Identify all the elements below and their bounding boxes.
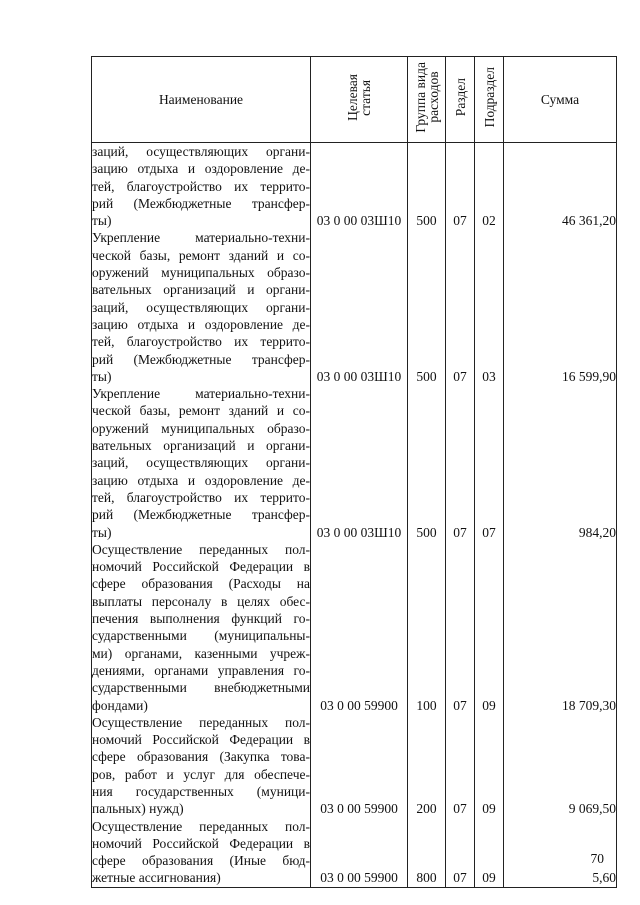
row-name-line: Осуществление переданных пол- bbox=[92, 818, 310, 834]
row-name-line: зацию отдыха и оздоровление де- bbox=[92, 316, 310, 332]
table-body bbox=[92, 143, 617, 888]
table-row bbox=[92, 229, 617, 385]
row-name-line: Укрепление материально-техни- bbox=[92, 230, 310, 246]
table-row bbox=[92, 385, 617, 541]
row-name-line: тей, благоустройство их террито- bbox=[92, 178, 310, 194]
table-row bbox=[92, 143, 617, 230]
row-expense-group: 200 bbox=[408, 714, 446, 818]
row-expense-group: 800 bbox=[408, 818, 446, 888]
row-name-line: жетные ассигнования) bbox=[92, 870, 221, 886]
row-name-line: ты) bbox=[92, 213, 112, 229]
row-name-line: сфере образования (Расходы на bbox=[92, 576, 310, 592]
row-name-line: вательных организаций и органи- bbox=[92, 282, 310, 298]
row-name-line: ров, работ и услуг для обеспече- bbox=[92, 766, 310, 782]
row-target-article: 03 0 00 59900 bbox=[311, 541, 408, 714]
row-section: 07 bbox=[446, 143, 475, 230]
row-section: 07 bbox=[446, 541, 475, 714]
row-expense-group: 100 bbox=[408, 541, 446, 714]
page-number: 70 bbox=[590, 851, 604, 866]
row-name-line: фондами) bbox=[92, 697, 148, 713]
header-expense-group-text: Группа вида расходов bbox=[412, 62, 441, 133]
row-subsection: 09 bbox=[475, 541, 504, 714]
row-name-line: ческой базы, ремонт зданий и со- bbox=[92, 247, 310, 263]
row-name-cell bbox=[92, 818, 311, 888]
row-target-article: 03 0 00 59900 bbox=[311, 714, 408, 818]
row-target-article: 03 0 00 03Ш10 bbox=[311, 143, 408, 230]
row-name-line: пальных) нужд) bbox=[92, 801, 184, 817]
row-target-article: 03 0 00 59900 bbox=[311, 818, 408, 888]
row-name-line: ты) bbox=[92, 524, 112, 540]
row-name-line: рий (Межбюджетные трансфер- bbox=[92, 507, 310, 523]
row-target-article: 03 0 00 03Ш10 bbox=[311, 385, 408, 541]
row-name-line: номочий Российской Федерации в bbox=[92, 559, 310, 575]
budget-table bbox=[91, 56, 617, 888]
header-subsection bbox=[475, 57, 504, 143]
row-name-line: Укрепление материально-техни- bbox=[92, 386, 310, 402]
row-section: 07 bbox=[446, 818, 475, 888]
row-name-line: ты) bbox=[92, 368, 112, 384]
header-section-text: Раздел bbox=[452, 78, 468, 117]
row-expense-group: 500 bbox=[408, 229, 446, 385]
row-name-line: печения выполнения функций го- bbox=[92, 611, 310, 627]
row-name-line: сударственными внебюджетными bbox=[92, 680, 310, 696]
row-section: 07 bbox=[446, 385, 475, 541]
row-name-line: рий (Межбюджетные трансфер- bbox=[92, 351, 310, 367]
row-subsection: 09 bbox=[475, 818, 504, 888]
row-name-line: оружений муниципальных образо- bbox=[92, 265, 310, 281]
row-name-line: выплаты персоналу в целях обес- bbox=[92, 593, 310, 609]
row-name-cell bbox=[92, 385, 311, 541]
table-header-row bbox=[92, 57, 617, 143]
row-name-cell bbox=[92, 229, 311, 385]
row-amount: 9 069,50 bbox=[504, 714, 617, 818]
row-name-line: ми) органами, казенными учреж- bbox=[92, 645, 310, 661]
row-name-cell bbox=[92, 714, 311, 818]
row-subsection: 09 bbox=[475, 714, 504, 818]
header-amount: Сумма bbox=[504, 57, 617, 143]
table-row bbox=[92, 714, 617, 818]
table-row bbox=[92, 818, 617, 888]
row-name-line: Осуществление переданных пол- bbox=[92, 541, 310, 557]
row-amount: 46 361,20 bbox=[504, 143, 617, 230]
table-row bbox=[92, 541, 617, 714]
row-name-line: заций, осуществляющих органи- bbox=[92, 299, 310, 315]
row-name-line: ния государственных (муници- bbox=[92, 783, 310, 799]
row-amount: 984,20 bbox=[504, 385, 617, 541]
row-amount: 16 599,90 bbox=[504, 229, 617, 385]
row-subsection: 07 bbox=[475, 385, 504, 541]
row-section: 07 bbox=[446, 714, 475, 818]
header-expense-group bbox=[408, 57, 446, 143]
header-name: Наименование bbox=[92, 57, 311, 143]
row-name-line: тей, благоустройство их террито- bbox=[92, 334, 310, 350]
row-name-line: номочий Российской Федерации в bbox=[92, 732, 310, 748]
row-expense-group: 500 bbox=[408, 143, 446, 230]
row-section: 07 bbox=[446, 229, 475, 385]
row-subsection: 03 bbox=[475, 229, 504, 385]
row-amount: 5,60 bbox=[504, 818, 617, 888]
row-name-line: Осуществление переданных пол- bbox=[92, 714, 310, 730]
row-name-line: сфере образования (Закупка това- bbox=[92, 749, 310, 765]
row-name-line: вательных организаций и органи- bbox=[92, 438, 310, 454]
header-section bbox=[446, 57, 475, 143]
row-name-line: ческой базы, ремонт зданий и со- bbox=[92, 403, 310, 419]
row-name-line: номочий Российской Федерации в bbox=[92, 835, 310, 851]
row-name-line: тей, благоустройство их террито- bbox=[92, 489, 310, 505]
row-expense-group: 500 bbox=[408, 385, 446, 541]
row-name-cell bbox=[92, 541, 311, 714]
row-name-line: дениями, органами управления го- bbox=[92, 662, 310, 678]
header-target-article-text: Целевая статья bbox=[345, 74, 373, 121]
row-name-line: оружений муниципальных образо- bbox=[92, 420, 310, 436]
row-name-cell bbox=[92, 143, 311, 230]
header-subsection-text: Подраздел bbox=[481, 67, 497, 128]
row-name-line: сфере образования (Иные бюд- bbox=[92, 853, 310, 869]
row-target-article: 03 0 00 03Ш10 bbox=[311, 229, 408, 385]
header-target-article bbox=[311, 57, 408, 143]
row-name-line: заций, осуществляющих органи- bbox=[92, 144, 310, 159]
row-name-line: зацию отдыха и оздоровление де- bbox=[92, 472, 310, 488]
row-name-line: заций, осуществляющих органи- bbox=[92, 455, 310, 471]
row-subsection: 02 bbox=[475, 143, 504, 230]
row-amount: 18 709,30 bbox=[504, 541, 617, 714]
row-name-line: сударственными (муниципальны- bbox=[92, 628, 310, 644]
row-name-line: зацию отдыха и оздоровление де- bbox=[92, 161, 310, 177]
row-name-line: рий (Межбюджетные трансфер- bbox=[92, 195, 310, 211]
